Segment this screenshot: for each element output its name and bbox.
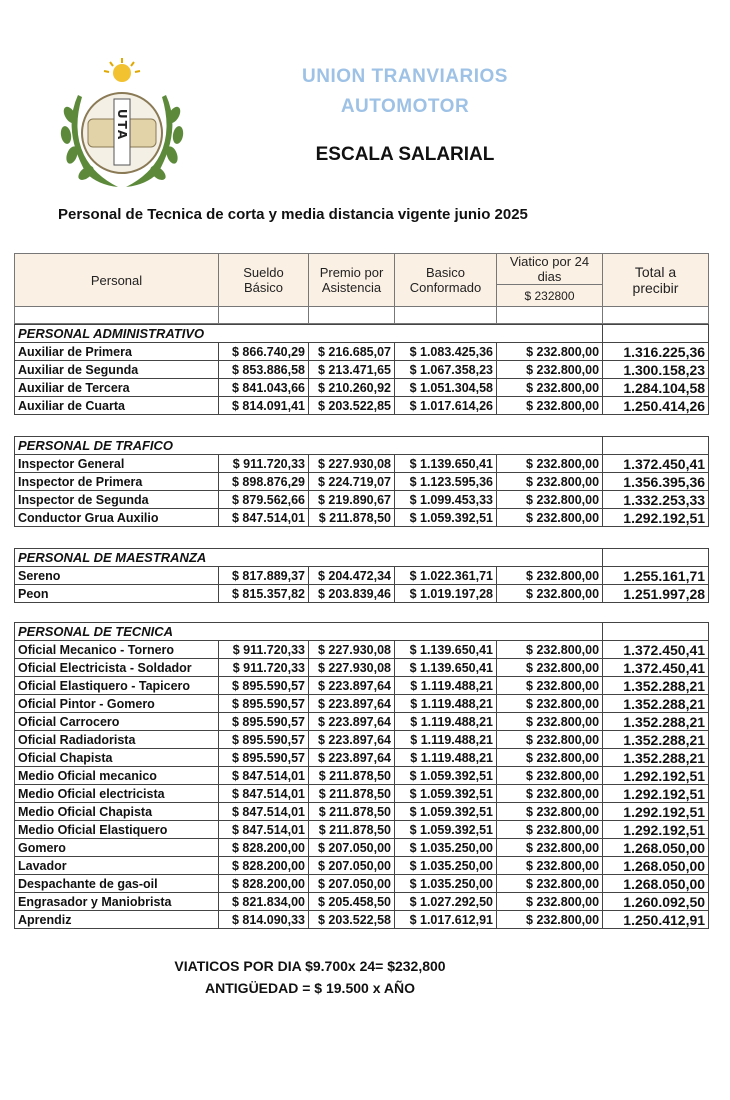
cell-viatico: $ 232.800,00 xyxy=(497,641,603,659)
cell-premio: $ 224.719,07 xyxy=(309,473,395,491)
cell-sueldo: $ 847.514,01 xyxy=(219,821,309,839)
cell-sueldo: $ 814.091,41 xyxy=(219,397,309,415)
col-basico-line2: Conformado xyxy=(409,280,482,295)
cell-total: 1.356.395,36 xyxy=(603,473,709,491)
col-basico-line1: Basico xyxy=(425,265,466,280)
col-premio-line1: Premio por xyxy=(319,265,384,280)
table-row xyxy=(15,767,709,785)
section-header-row xyxy=(15,325,709,343)
cell-premio: $ 213.471,65 xyxy=(309,361,395,379)
cell-total: 1.352.288,21 xyxy=(603,713,709,731)
cell-total: 1.332.253,33 xyxy=(603,491,709,509)
cell-total: 1.255.161,71 xyxy=(603,567,709,585)
col-viatico-line2: dias xyxy=(537,269,562,284)
cell-name: Medio Oficial electricista xyxy=(15,785,219,803)
cell-total: 1.250.412,91 xyxy=(603,911,709,929)
org-line2: AUTOMOTOR xyxy=(340,96,470,117)
sun-emblem-icon xyxy=(104,58,140,82)
cell-sueldo: $ 847.514,01 xyxy=(219,767,309,785)
cell-sueldo: $ 828.200,00 xyxy=(219,875,309,893)
cell-name: Oficial Carrocero xyxy=(15,713,219,731)
col-sueldo-line2: Básico xyxy=(243,280,284,295)
cell-name: Sereno xyxy=(15,567,219,585)
organization-name xyxy=(250,62,560,122)
cell-name: Medio Oficial Chapista xyxy=(15,803,219,821)
cell-name: Oficial Pintor - Gomero xyxy=(15,695,219,713)
cell-basico: $ 1.139.650,41 xyxy=(395,659,497,677)
cell-basico: $ 1.119.488,21 xyxy=(395,695,497,713)
antiguedad-note: ANTIGÜEDAD = $ 19.500 x AÑO xyxy=(205,980,415,996)
cell-name: Despachante de gas-oil xyxy=(15,875,219,893)
cell-total: 1.292.192,51 xyxy=(603,803,709,821)
blank-cell xyxy=(497,307,603,324)
cell-premio: $ 210.260,92 xyxy=(309,379,395,397)
cell-total: 1.292.192,51 xyxy=(603,785,709,803)
cell-basico: $ 1.035.250,00 xyxy=(395,875,497,893)
blank-cell xyxy=(603,623,709,641)
cell-sueldo: $ 847.514,01 xyxy=(219,509,309,527)
cell-premio: $ 227.930,08 xyxy=(309,455,395,473)
col-premio xyxy=(309,254,395,307)
cell-total: 1.352.288,21 xyxy=(603,749,709,767)
blank-cell xyxy=(15,307,219,324)
blank-cell xyxy=(603,549,709,567)
cell-viatico: $ 232.800,00 xyxy=(497,659,603,677)
cell-premio: $ 223.897,64 xyxy=(309,695,395,713)
cell-total: 1.284.104,58 xyxy=(603,379,709,397)
cell-viatico: $ 232.800,00 xyxy=(497,379,603,397)
cell-sueldo: $ 911.720,33 xyxy=(219,641,309,659)
cell-basico: $ 1.035.250,00 xyxy=(395,839,497,857)
cell-basico: $ 1.022.361,71 xyxy=(395,567,497,585)
table-row xyxy=(15,397,709,415)
cell-premio: $ 227.930,08 xyxy=(309,659,395,677)
section-header-row xyxy=(15,623,709,641)
cell-basico: $ 1.099.453,33 xyxy=(395,491,497,509)
table-row xyxy=(15,343,709,361)
cell-basico: $ 1.019.197,28 xyxy=(395,585,497,603)
col-sueldo-line1: Sueldo xyxy=(243,265,284,280)
table-row xyxy=(15,509,709,527)
cell-premio: $ 203.839,46 xyxy=(309,585,395,603)
cell-basico: $ 1.083.425,36 xyxy=(395,343,497,361)
table-row xyxy=(15,585,709,603)
cell-premio: $ 207.050,00 xyxy=(309,839,395,857)
cell-total: 1.251.997,28 xyxy=(603,585,709,603)
cell-sueldo: $ 841.043,66 xyxy=(219,379,309,397)
table-row xyxy=(15,491,709,509)
cell-sueldo: $ 847.514,01 xyxy=(219,785,309,803)
cell-total: 1.352.288,21 xyxy=(603,695,709,713)
cell-basico: $ 1.123.595,36 xyxy=(395,473,497,491)
cell-name: Conductor Grua Auxilio xyxy=(15,509,219,527)
viaticos-note: VIATICOS POR DIA $9.700x 24= $232,800 xyxy=(174,958,446,974)
table-row xyxy=(15,695,709,713)
table-row xyxy=(15,821,709,839)
cell-sueldo: $ 821.834,00 xyxy=(219,893,309,911)
col-total xyxy=(603,254,709,307)
uta-logo xyxy=(48,55,196,195)
cell-viatico: $ 232.800,00 xyxy=(497,473,603,491)
cell-premio: $ 216.685,07 xyxy=(309,343,395,361)
table-row xyxy=(15,731,709,749)
cell-name: Aprendiz xyxy=(15,911,219,929)
section-title: PERSONAL DE MAESTRANZA xyxy=(15,549,603,567)
cell-name: Medio Oficial Elastiquero xyxy=(15,821,219,839)
cell-name: Engrasador y Maniobrista xyxy=(15,893,219,911)
cell-sueldo: $ 895.590,57 xyxy=(219,695,309,713)
cell-basico: $ 1.059.392,51 xyxy=(395,785,497,803)
section-administrativo xyxy=(14,324,709,415)
cell-total: 1.268.050,00 xyxy=(603,839,709,857)
col-premio-line2: Asistencia xyxy=(321,280,382,295)
cell-basico: $ 1.017.614,26 xyxy=(395,397,497,415)
cell-total: 1.352.288,21 xyxy=(603,677,709,695)
col-personal xyxy=(15,254,219,307)
cell-premio: $ 207.050,00 xyxy=(309,875,395,893)
cell-premio: $ 211.878,50 xyxy=(309,803,395,821)
cell-viatico: $ 232.800,00 xyxy=(497,455,603,473)
cell-basico: $ 1.067.358,23 xyxy=(395,361,497,379)
cell-premio: $ 211.878,50 xyxy=(309,509,395,527)
cell-basico: $ 1.059.392,51 xyxy=(395,767,497,785)
blank-cell xyxy=(603,437,709,455)
table-row xyxy=(15,567,709,585)
blank-cell xyxy=(219,307,309,324)
cell-sueldo: $ 817.889,37 xyxy=(219,567,309,585)
cell-premio: $ 211.878,50 xyxy=(309,767,395,785)
cell-sueldo: $ 911.720,33 xyxy=(219,659,309,677)
cell-viatico: $ 232.800,00 xyxy=(497,695,603,713)
table-row xyxy=(15,379,709,397)
cell-sueldo: $ 815.357,82 xyxy=(219,585,309,603)
cell-sueldo: $ 895.590,57 xyxy=(219,677,309,695)
cell-basico: $ 1.119.488,21 xyxy=(395,677,497,695)
table-row xyxy=(15,361,709,379)
cell-total: 1.352.288,21 xyxy=(603,731,709,749)
cell-name: Peon xyxy=(15,585,219,603)
org-line1: UNION TRANVIARIOS xyxy=(302,66,508,87)
cell-total: 1.372.450,41 xyxy=(603,455,709,473)
cell-total: 1.316.225,36 xyxy=(603,343,709,361)
section-trafico xyxy=(14,436,709,527)
cell-sueldo: $ 895.590,57 xyxy=(219,749,309,767)
cell-viatico: $ 232.800,00 xyxy=(497,893,603,911)
cell-viatico: $ 232.800,00 xyxy=(497,803,603,821)
cell-viatico: $ 232.800,00 xyxy=(497,343,603,361)
cell-viatico: $ 232.800,00 xyxy=(497,731,603,749)
cell-premio: $ 223.897,64 xyxy=(309,749,395,767)
logo-text: UTA xyxy=(115,108,129,142)
blank-cell xyxy=(309,307,395,324)
table-row xyxy=(15,455,709,473)
table-row xyxy=(15,785,709,803)
cell-basico: $ 1.051.304,58 xyxy=(395,379,497,397)
cell-basico: $ 1.119.488,21 xyxy=(395,731,497,749)
page-subtitle: Personal de Tecnica de corta y media distancia vigente junio 2025 xyxy=(58,206,528,223)
cell-sueldo: $ 847.514,01 xyxy=(219,803,309,821)
table-row xyxy=(15,641,709,659)
cell-total: 1.372.450,41 xyxy=(603,659,709,677)
col-total-line1: Total a xyxy=(634,264,677,280)
column-header xyxy=(14,253,709,324)
cell-sueldo: $ 814.090,33 xyxy=(219,911,309,929)
cell-viatico: $ 232.800,00 xyxy=(497,875,603,893)
blank-cell xyxy=(603,325,709,343)
cell-viatico: $ 232.800,00 xyxy=(497,585,603,603)
cell-premio: $ 227.930,08 xyxy=(309,641,395,659)
cell-basico: $ 1.059.392,51 xyxy=(395,509,497,527)
cell-sueldo: $ 895.590,57 xyxy=(219,713,309,731)
cell-viatico: $ 232.800,00 xyxy=(497,509,603,527)
cell-viatico: $ 232.800,00 xyxy=(497,713,603,731)
cell-basico: $ 1.027.292,50 xyxy=(395,893,497,911)
col-basico xyxy=(395,254,497,307)
cell-premio: $ 203.522,85 xyxy=(309,397,395,415)
cell-basico: $ 1.017.612,91 xyxy=(395,911,497,929)
cell-sueldo: $ 866.740,29 xyxy=(219,343,309,361)
cell-total: 1.292.192,51 xyxy=(603,509,709,527)
section-header-row xyxy=(15,437,709,455)
table-row xyxy=(15,911,709,929)
cell-name: Auxiliar de Tercera xyxy=(15,379,219,397)
cell-name: Oficial Radiadorista xyxy=(15,731,219,749)
cell-premio: $ 223.897,64 xyxy=(309,731,395,749)
cell-basico: $ 1.119.488,21 xyxy=(395,713,497,731)
table-row xyxy=(15,713,709,731)
cell-name: Inspector General xyxy=(15,455,219,473)
cell-premio: $ 205.458,50 xyxy=(309,893,395,911)
table-row xyxy=(15,857,709,875)
cell-name: Oficial Electricista - Soldador xyxy=(15,659,219,677)
cell-name: Oficial Chapista xyxy=(15,749,219,767)
cell-total: 1.292.192,51 xyxy=(603,821,709,839)
cell-viatico: $ 232.800,00 xyxy=(497,857,603,875)
cell-total: 1.300.158,23 xyxy=(603,361,709,379)
cell-premio: $ 204.472,34 xyxy=(309,567,395,585)
cell-premio: $ 223.897,64 xyxy=(309,713,395,731)
cell-basico: $ 1.139.650,41 xyxy=(395,641,497,659)
section-maestranza xyxy=(14,548,709,603)
cell-basico: $ 1.059.392,51 xyxy=(395,821,497,839)
table-row xyxy=(15,473,709,491)
section-title: PERSONAL ADMINISTRATIVO xyxy=(15,325,603,343)
cell-basico: $ 1.035.250,00 xyxy=(395,857,497,875)
cell-name: Auxiliar de Segunda xyxy=(15,361,219,379)
table-row xyxy=(15,875,709,893)
cell-name: Inspector de Primera xyxy=(15,473,219,491)
col-viatico-amount: $ 232800 xyxy=(497,285,603,307)
table-row xyxy=(15,839,709,857)
cell-name: Auxiliar de Cuarta xyxy=(15,397,219,415)
section-header-row xyxy=(15,549,709,567)
cell-viatico: $ 232.800,00 xyxy=(497,911,603,929)
table-row xyxy=(15,659,709,677)
section-title: PERSONAL DE TRAFICO xyxy=(15,437,603,455)
col-viatico-line1: Viatico por 24 xyxy=(509,254,590,269)
cell-basico: $ 1.139.650,41 xyxy=(395,455,497,473)
cell-total: 1.268.050,00 xyxy=(603,875,709,893)
page-title: ESCALA SALARIAL xyxy=(315,144,495,165)
cell-premio: $ 219.890,67 xyxy=(309,491,395,509)
cell-sueldo: $ 853.886,58 xyxy=(219,361,309,379)
blank-cell xyxy=(395,307,497,324)
cell-viatico: $ 232.800,00 xyxy=(497,749,603,767)
table-row xyxy=(15,803,709,821)
section-tecnica xyxy=(14,622,709,929)
cell-premio: $ 211.878,50 xyxy=(309,785,395,803)
cell-premio: $ 207.050,00 xyxy=(309,857,395,875)
cell-name: Inspector de Segunda xyxy=(15,491,219,509)
cell-premio: $ 223.897,64 xyxy=(309,677,395,695)
cell-viatico: $ 232.800,00 xyxy=(497,821,603,839)
cell-sueldo: $ 895.590,57 xyxy=(219,731,309,749)
cell-name: Medio Oficial mecanico xyxy=(15,767,219,785)
cell-premio: $ 211.878,50 xyxy=(309,821,395,839)
cell-viatico: $ 232.800,00 xyxy=(497,785,603,803)
section-title: PERSONAL DE TECNICA xyxy=(15,623,603,641)
cell-total: 1.260.092,50 xyxy=(603,893,709,911)
col-viatico xyxy=(497,254,603,285)
cell-name: Gomero xyxy=(15,839,219,857)
cell-basico: $ 1.059.392,51 xyxy=(395,803,497,821)
cell-name: Lavador xyxy=(15,857,219,875)
cell-name: Auxiliar de Primera xyxy=(15,343,219,361)
cell-sueldo: $ 911.720,33 xyxy=(219,455,309,473)
col-sueldo xyxy=(219,254,309,307)
table-row xyxy=(15,749,709,767)
blank-cell xyxy=(603,307,709,324)
table-row xyxy=(15,677,709,695)
cell-viatico: $ 232.800,00 xyxy=(497,361,603,379)
cell-viatico: $ 232.800,00 xyxy=(497,839,603,857)
col-personal-label: Personal xyxy=(90,272,143,288)
cell-viatico: $ 232.800,00 xyxy=(497,767,603,785)
cell-name: Oficial Mecanico - Tornero xyxy=(15,641,219,659)
table-row xyxy=(15,893,709,911)
cell-total: 1.292.192,51 xyxy=(603,767,709,785)
cell-total: 1.250.414,26 xyxy=(603,397,709,415)
cell-viatico: $ 232.800,00 xyxy=(497,491,603,509)
cell-total: 1.372.450,41 xyxy=(603,641,709,659)
cell-viatico: $ 232.800,00 xyxy=(497,567,603,585)
cell-sueldo: $ 828.200,00 xyxy=(219,857,309,875)
cell-sueldo: $ 898.876,29 xyxy=(219,473,309,491)
cell-sueldo: $ 879.562,66 xyxy=(219,491,309,509)
cell-sueldo: $ 828.200,00 xyxy=(219,839,309,857)
cell-total: 1.268.050,00 xyxy=(603,857,709,875)
cell-viatico: $ 232.800,00 xyxy=(497,397,603,415)
cell-name: Oficial Elastiquero - Tapicero xyxy=(15,677,219,695)
col-total-line2: precibir xyxy=(632,280,679,296)
cell-basico: $ 1.119.488,21 xyxy=(395,749,497,767)
cell-viatico: $ 232.800,00 xyxy=(497,677,603,695)
cell-premio: $ 203.522,58 xyxy=(309,911,395,929)
